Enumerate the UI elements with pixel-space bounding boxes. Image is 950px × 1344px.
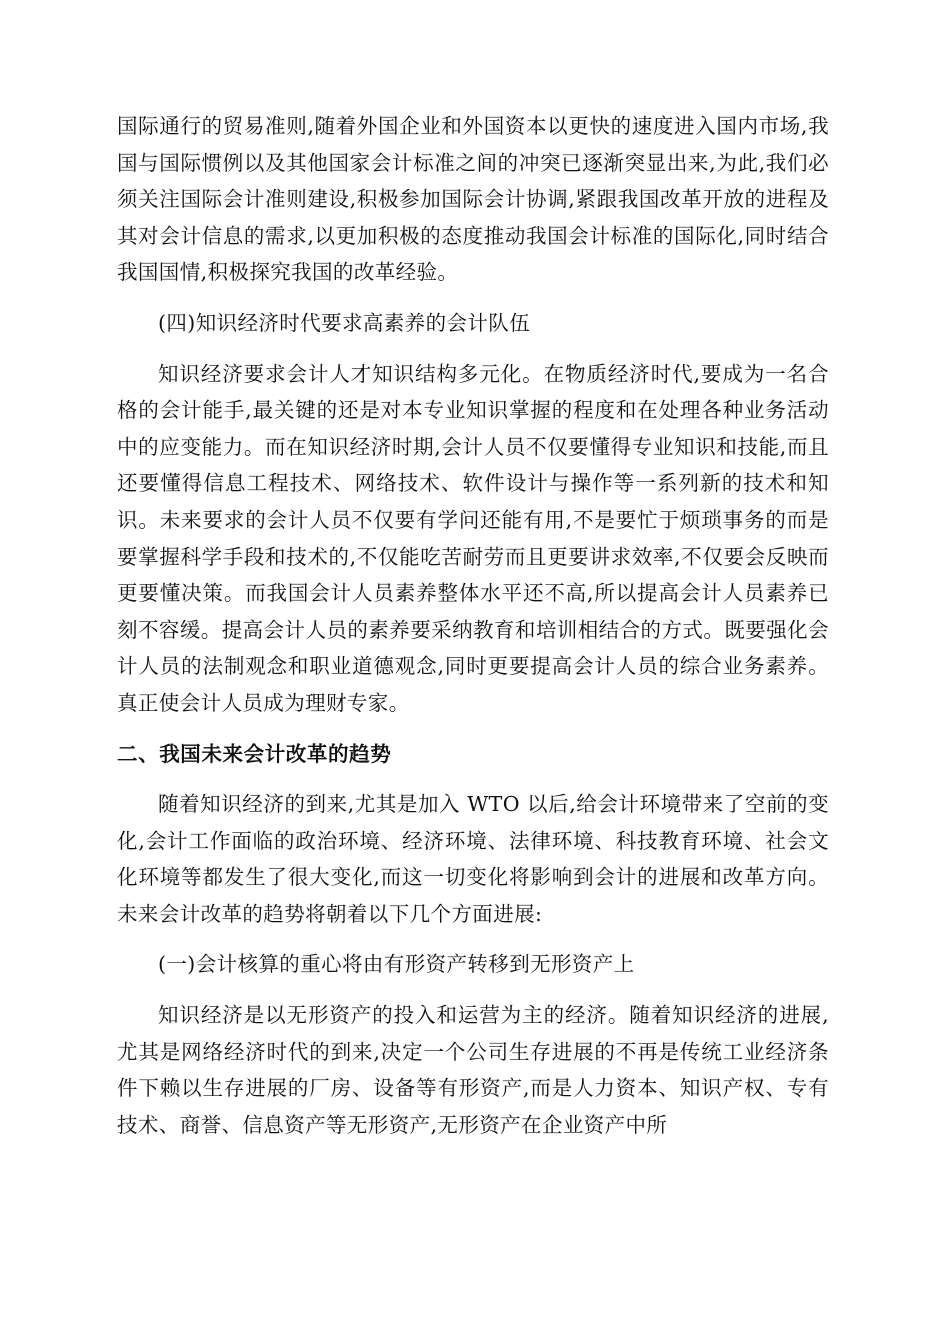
document-page	[117, 108, 829, 1143]
paragraph-intangible-economy: 知识经济是以无形资产的投入和运营为主的经济。随着知识经济的进展,尤其是网络经济时代的到来,决定一个公司生存进展的不再是传统工业经济条件下赖以生存进展的厂房、设备等有形资产,而是人力资本、知识产权、专有技术、商誉、信息资产等无形资产,无形资产在企业资产中所	[117, 1003, 829, 1137]
paragraph-knowledge-structure: 知识经济要求会计人才知识结构多元化。在物质经济时代,要成为一名合格的会计能手,最关键的还是对本专业知识掌握的程度和在处理各种业务活动中的应变能力。而在知识经济时期,会计人员不仅要懂得专业知识和技能,而且还要懂得信息工程技术、网络技术、软件设计与操作等一系列新的技术和知识。未来要求的会计人员不仅要有学问还能有用,不是要忙于烦琐事务的而是要掌握科学手段和技术的,不仅能吃苦耐劳而且更要讲求效率,不仅要会反映而更要懂决策。而我国会计人员素养整体水平还不高,所以提高会计人员素养已刻不容缓。提高会计人员的素养要采纳教育和培训相结合的方式。既要强化会计人员的法制观念和职业道德观念,同时更要提高会计人员的综合业务素养。真正使会计人员成为理财专家。	[117, 361, 829, 715]
paragraph-trade-rules: 国际通行的贸易准则,随着外国企业和外国资本以更快的速度进入国内市场,我国与国际惯例以及其他国家会计标准之间的冲突已逐渐突显出来,为此,我们必须关注国际会计准则建设,积极参加国际会计协调,紧跟我国改革开放的进程及其对会计信息的需求,以更加积极的态度推动我国会计标准的国际化,同时结合我国国情,积极探究我国的改革经验。	[117, 114, 829, 285]
subheading-intangible-assets: (一)会计核算的重心将由有形资产转移到无形资产上	[158, 952, 635, 977]
subheading-knowledge-economy-team: (四)知识经济时代要求高素养的会计队伍	[158, 310, 531, 335]
section-heading-reform-trends: 二、我国未来会计改革的趋势	[117, 741, 392, 766]
paragraph-wto-environment: 随着知识经济的到来,尤其是加入 WTO 以后,给会计环境带来了空前的变化,会计工作面临的政治环境、经济环境、法律环境、科技教育环境、社会文化环境等都发生了很大变化,而这一切变化将影响到会计的进展和改革方向。未来会计改革的趋势将朝着以下几个方面进展:	[117, 792, 829, 926]
